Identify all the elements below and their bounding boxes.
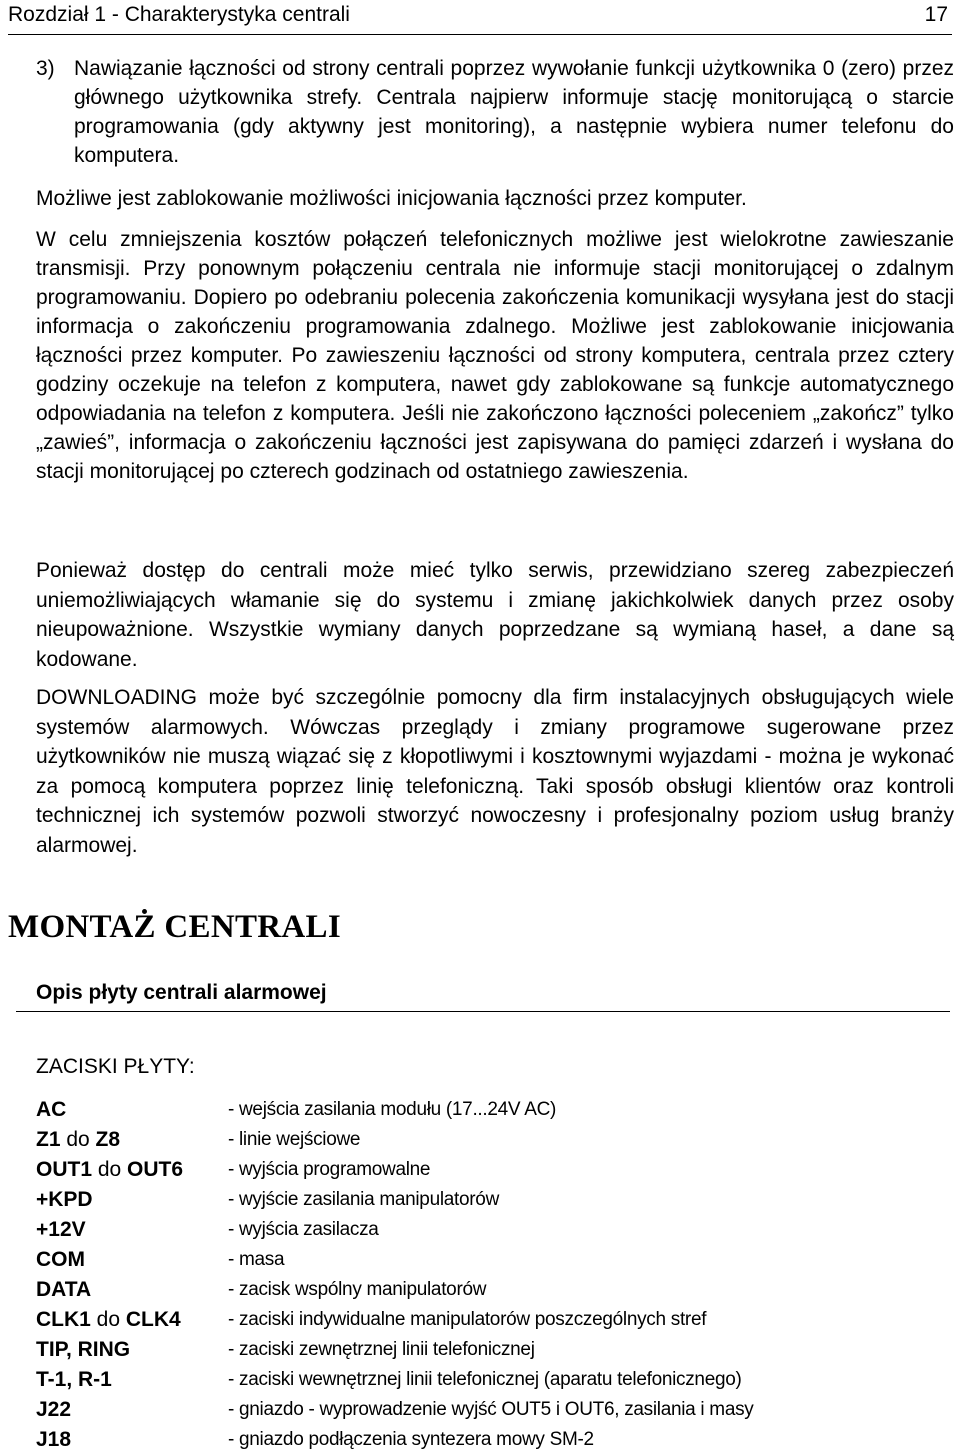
- terminal-row: [36, 1095, 946, 1125]
- paragraph-downloading: DOWNLOADING może być szczególnie pomocny dla firm instalacyjnych obsługujących wiele systemów alarmowych. Wówczas przeglądy i zmiany programowe sugerowane przez użytkowników nie muszą wiązać się z kłopotliwymi i kosztownymi wyjazdami - można je wykonać za pomocą komputera poprzez linię telefoniczną. Taki sposób obsługi klientów oraz kontroli technicznej ich systemów pozwoli stworzyć nowoczesny i profesjonalny poziom usług branży alarmowej.: [36, 686, 954, 857]
- terminals-heading: ZACISKI PŁYTY:: [36, 1055, 195, 1078]
- terminal-description: - masa: [228, 1249, 285, 1270]
- page-number: 17: [924, 3, 948, 26]
- terminal-name: J18: [36, 1428, 72, 1451]
- list-item-number: 3): [36, 57, 55, 80]
- terminal-description: - wejścia zasilania modułu (17...24V AC): [228, 1099, 557, 1120]
- subsection-title: Opis płyty centrali alarmowej: [36, 981, 327, 1004]
- list-item-text: [74, 54, 954, 170]
- terminals-list: [36, 1095, 946, 1455]
- terminal-row: [36, 1305, 946, 1335]
- terminal-name: COM: [36, 1248, 85, 1271]
- terminal-name: T-1, R-1: [36, 1368, 112, 1391]
- section-title: MONTAŻ CENTRALI: [8, 909, 342, 945]
- terminal-description: - gniazdo podłączenia syntezera mowy SM-2: [228, 1429, 594, 1450]
- terminal-row: [36, 1425, 946, 1455]
- terminal-row: [36, 1245, 946, 1275]
- terminal-name: J22: [36, 1398, 72, 1421]
- divider: [16, 1011, 950, 1012]
- terminal-name: +12V: [36, 1218, 86, 1241]
- terminal-description: - zaciski indywidualne manipulatorów poszczególnych stref: [228, 1309, 707, 1330]
- terminal-name: AC: [36, 1098, 67, 1121]
- paragraph-blocking-note: Możliwe jest zablokowanie możliwości inicjowania łączności przez komputer.: [36, 187, 747, 210]
- terminal-name: CLK1 do CLK4: [36, 1308, 181, 1331]
- terminal-row: [36, 1395, 946, 1425]
- terminal-name: +KPD: [36, 1188, 93, 1211]
- terminal-row: [36, 1365, 946, 1395]
- list-item-paragraph: Nawiązanie łączności od strony centrali poprzez wywołanie funkcji użytkownika 0 (zero) przez głównego użytkownika strefy. Centrala najpierw informuje stację monitorującą o starcie programowania (gdy aktywny jest monitoring), a następnie wybiera numer telefonu do komputera.: [74, 57, 954, 167]
- terminal-name: Z1 do Z8: [36, 1128, 121, 1151]
- terminal-description: - gniazdo - wyprowadzenie wyjść OUT5 i OUT6, zasilania i masy: [228, 1399, 754, 1420]
- list-item-3: [36, 54, 954, 170]
- terminal-description: - linie wejściowe: [228, 1129, 361, 1150]
- terminal-description: - zaciski zewnętrznej linii telefonicznej: [228, 1339, 535, 1360]
- chapter-title: Rozdział 1 - Charakterystyka centrali: [8, 3, 350, 26]
- terminal-description: - wyjście zasilania manipulatorów: [228, 1189, 499, 1210]
- terminal-name: TIP, RING: [36, 1338, 131, 1361]
- terminal-row: [36, 1125, 946, 1155]
- terminal-row: [36, 1155, 946, 1185]
- terminal-description: - zaciski wewnętrznej linii telefonicznej (aparatu telefonicznego): [228, 1369, 742, 1390]
- paragraph-transmission-suspend: W celu zmniejszenia kosztów połączeń telefonicznych możliwe jest wielokrotne zawieszanie transmisji. Przy ponownym połączeniu centrala nie informuje stacji monitorującej o zdalnym programowaniu. Dopiero po odebraniu polecenia zakończenia komunikacji wysyłana jest do stacji informacja o zakończeniu programowania zdalnego. Możliwe jest zablokowanie inicjowania łączności przez komputer. Po zawieszeniu łączności od strony komputera, centrala przez cztery godziny oczekuje na telefon z komputera, nawet gdy zablokowane są funkcje automatycznego odpowiadania na telefon z komputera. Jeśli nie zakończono łączności poleceniem „zakończ” tylko „zawieś”, informacja o zakończeniu łączności jest zapisywana do pamięci zdarzeń i wysłana do stacji monitorującej po czterech godzinach od ostatniego zawieszenia.: [36, 228, 954, 483]
- terminal-name: DATA: [36, 1278, 92, 1301]
- terminal-row: [36, 1215, 946, 1245]
- page-header: [8, 0, 952, 35]
- terminal-row: [36, 1335, 946, 1365]
- terminal-description: - zacisk wspólny manipulatorów: [228, 1279, 487, 1300]
- terminal-description: - wyjścia zasilacza: [228, 1219, 379, 1240]
- terminal-name: OUT1 do OUT6: [36, 1158, 184, 1181]
- terminal-row: [36, 1185, 946, 1215]
- paragraph-security: Ponieważ dostęp do centrali może mieć tylko serwis, przewidziano szereg zabezpieczeń uniemożliwiających włamanie się do systemu i zmianę jakichkolwiek danych przez osoby nieupoważnione. Wszystkie wymiany danych poprzedzane są wymianą haseł, a dane są kodowane.: [36, 559, 954, 671]
- terminal-description: - wyjścia programowalne: [228, 1159, 431, 1180]
- terminal-row: [36, 1275, 946, 1305]
